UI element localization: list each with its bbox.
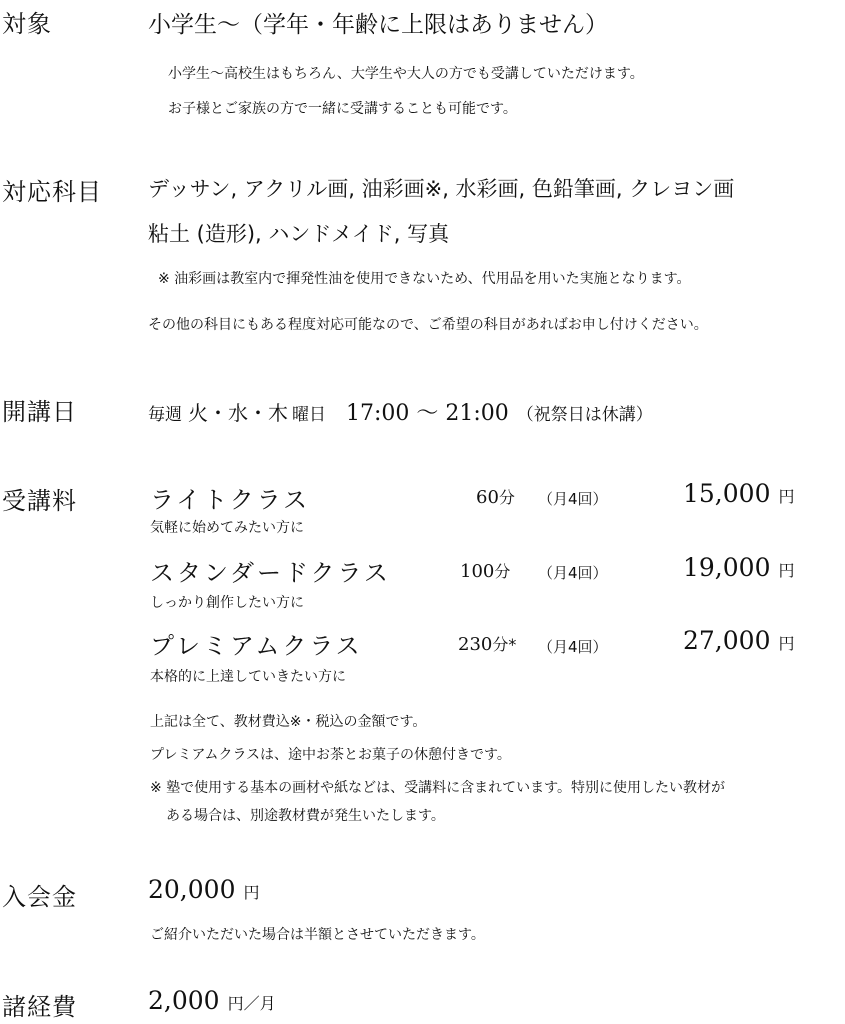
subjects-line-2: 粘土 (造形), ハンドメイド, 写真	[148, 222, 450, 246]
class-frequency: （月4回）	[538, 490, 608, 508]
class-minutes: 60分	[476, 487, 515, 508]
class-description: しっかり創作したい方に	[150, 595, 304, 611]
subjects-note-2: その他の科目にもある程度対応可能なので、ご希望の科目があればお申し付けください。	[148, 317, 708, 333]
schedule-holiday: （祝祭日は休講）	[516, 405, 653, 425]
entry-label: 入会金	[2, 883, 77, 911]
entry-note: ご紹介いただいた場合は半額とさせていただきます。	[150, 927, 485, 943]
class-price: 15,000 円	[683, 479, 795, 508]
fees-note-4: ある場合は、別途教材費が発生いたします。	[166, 808, 445, 824]
schedule-time: 17:00 〜 21:00	[346, 401, 509, 426]
class-name: スタンダードクラス	[150, 559, 391, 587]
class-price: 27,000 円	[683, 626, 795, 655]
class-name: ライトクラス	[150, 486, 311, 514]
misc-price: 2,000 円／月	[148, 986, 276, 1015]
fees-note-2: プレミアムクラスは、途中お茶とお菓子の休憩付きです。	[150, 747, 511, 763]
class-description: 本格的に上達していきたい方に	[150, 669, 346, 685]
schedule-days: 火・水・木	[188, 401, 288, 425]
class-minutes: 230分*	[458, 634, 517, 655]
target-headline: 小学生〜（学年・年齢に上限はありません）	[148, 12, 608, 38]
schedule-prefix: 毎週	[148, 405, 182, 425]
schedule-label: 開講日	[2, 398, 77, 426]
fees-label: 受講料	[2, 487, 77, 515]
target-note-2: お子様とご家族の方で一緒に受講することも可能です。	[168, 101, 517, 117]
class-minutes: 100分	[460, 561, 511, 582]
target-note-1: 小学生〜高校生はもちろん、大学生や大人の方でも受講していただけます。	[168, 66, 644, 82]
target-label: 対象	[2, 10, 52, 38]
fees-note-1: 上記は全て、教材費込※・税込の金額です。	[150, 714, 427, 730]
subjects-line-1: デッサン, アクリル画, 油彩画※, 水彩画, 色鉛筆画, クレヨン画	[148, 177, 735, 201]
fees-note-3: ※ 塾で使用する基本の画材や紙などは、受講料に含まれています。特別に使用したい教材が	[150, 780, 726, 796]
class-frequency: （月4回）	[538, 638, 608, 656]
entry-price: 20,000 円	[148, 875, 260, 904]
class-price: 19,000 円	[683, 553, 795, 582]
class-description: 気軽に始めてみたい方に	[150, 520, 304, 536]
schedule-line	[148, 396, 653, 427]
subjects-label: 対応科目	[2, 178, 102, 206]
subjects-note-1: ※ 油彩画は教室内で揮発性油を使用できないため、代用品を用いた実施となります。	[158, 271, 691, 287]
class-frequency: （月4回）	[538, 564, 608, 582]
schedule-days-suffix: 曜日	[292, 405, 326, 425]
class-name: プレミアムクラス	[150, 632, 363, 660]
misc-label: 諸経費	[2, 993, 77, 1021]
